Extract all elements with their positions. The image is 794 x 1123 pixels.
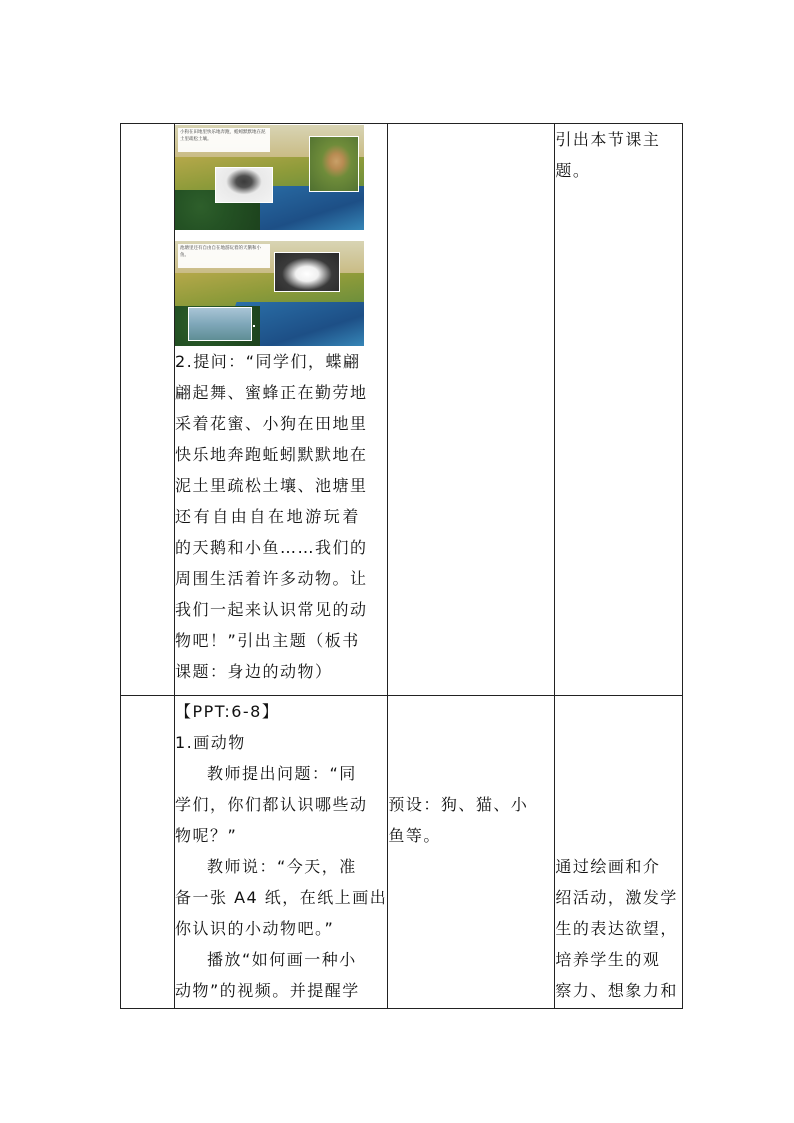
slide-caption: 池塘里还有自由自在地游玩着的天鹅和小鱼。: [178, 244, 270, 268]
dog-photo: [309, 136, 359, 192]
content-line: 快乐地奔跑蚯蚓默默地在: [175, 445, 368, 464]
arrow-icon: [253, 325, 255, 327]
teacher-activity-cell: [175, 124, 388, 696]
content-line: 课题：身边的动物）: [175, 662, 333, 681]
student-activity-cell: [388, 124, 555, 696]
content-line: 播放“如何画一种小: [207, 950, 357, 969]
intent-line: 察力、想象力和: [555, 981, 678, 1000]
content-line: 你认识的小动物吧。”: [175, 919, 335, 938]
design-intent-cell: [555, 696, 683, 1009]
ppt-slide-image: [175, 241, 364, 346]
fish-photo: [188, 307, 252, 341]
ppt-slide-image: [175, 125, 364, 230]
student-line: 预设：狗、猫、小: [388, 795, 529, 814]
student-activity-cell: [388, 696, 555, 1009]
ppt-reference: 【PPT:6-8】: [175, 702, 280, 721]
intent-line: 通过绘画和介: [555, 857, 661, 876]
content-line: 泥土里疏松土壤、池塘里: [175, 476, 368, 495]
content-line: 的天鹅和小鱼……我们的: [175, 538, 368, 557]
intent-line: 生的表达欲望，: [555, 919, 678, 938]
swan-photo: [274, 252, 340, 292]
student-line: 鱼等。: [388, 826, 441, 845]
stage-cell: [121, 124, 175, 696]
intent-line: 培养学生的观: [555, 950, 661, 969]
lesson-plan-table: [120, 123, 683, 1009]
content-line: 物呢？”: [175, 826, 238, 845]
section-heading: 1.画动物: [175, 733, 246, 752]
content-line: 学们，你们都认识哪些动: [175, 795, 368, 814]
content-line: 动物”的视频。并提醒学: [175, 981, 360, 1000]
intent-line: 题。: [555, 161, 591, 180]
content-line: 物吧！”引出主题（板书: [175, 631, 360, 650]
content-line: 教师说：“今天，准: [207, 857, 357, 876]
intent-line: 绍活动，激发学: [555, 888, 678, 907]
table-row: [121, 696, 683, 1009]
teacher-activity-cell: [175, 696, 388, 1009]
tree-roots-photo: [215, 167, 273, 203]
content-line: 周围生活着许多动物。让: [175, 569, 368, 588]
content-line: 教师提出问题：“同: [207, 764, 357, 783]
slide-caption: 小狗在田地里快乐地奔跑，蚯蚓默默地在泥土里疏松土壤。: [178, 128, 270, 152]
design-intent-cell: [555, 124, 683, 696]
content-line: 备一张 A4 纸，在纸上画出: [175, 888, 388, 907]
stage-cell: [121, 696, 175, 1009]
intent-line: 引出本节课主: [555, 130, 661, 149]
content-line: 我们一起来认识常见的动: [175, 600, 368, 619]
content-line: 还有自由自在地游玩着: [175, 507, 362, 526]
table-row: [121, 124, 683, 696]
content-line: 采着花蜜、小狗在田地里: [175, 414, 368, 433]
content-line: 2.提问：“同学们，蝶翩: [175, 352, 361, 371]
content-line: 翩起舞、蜜蜂正在勤劳地: [175, 383, 368, 402]
